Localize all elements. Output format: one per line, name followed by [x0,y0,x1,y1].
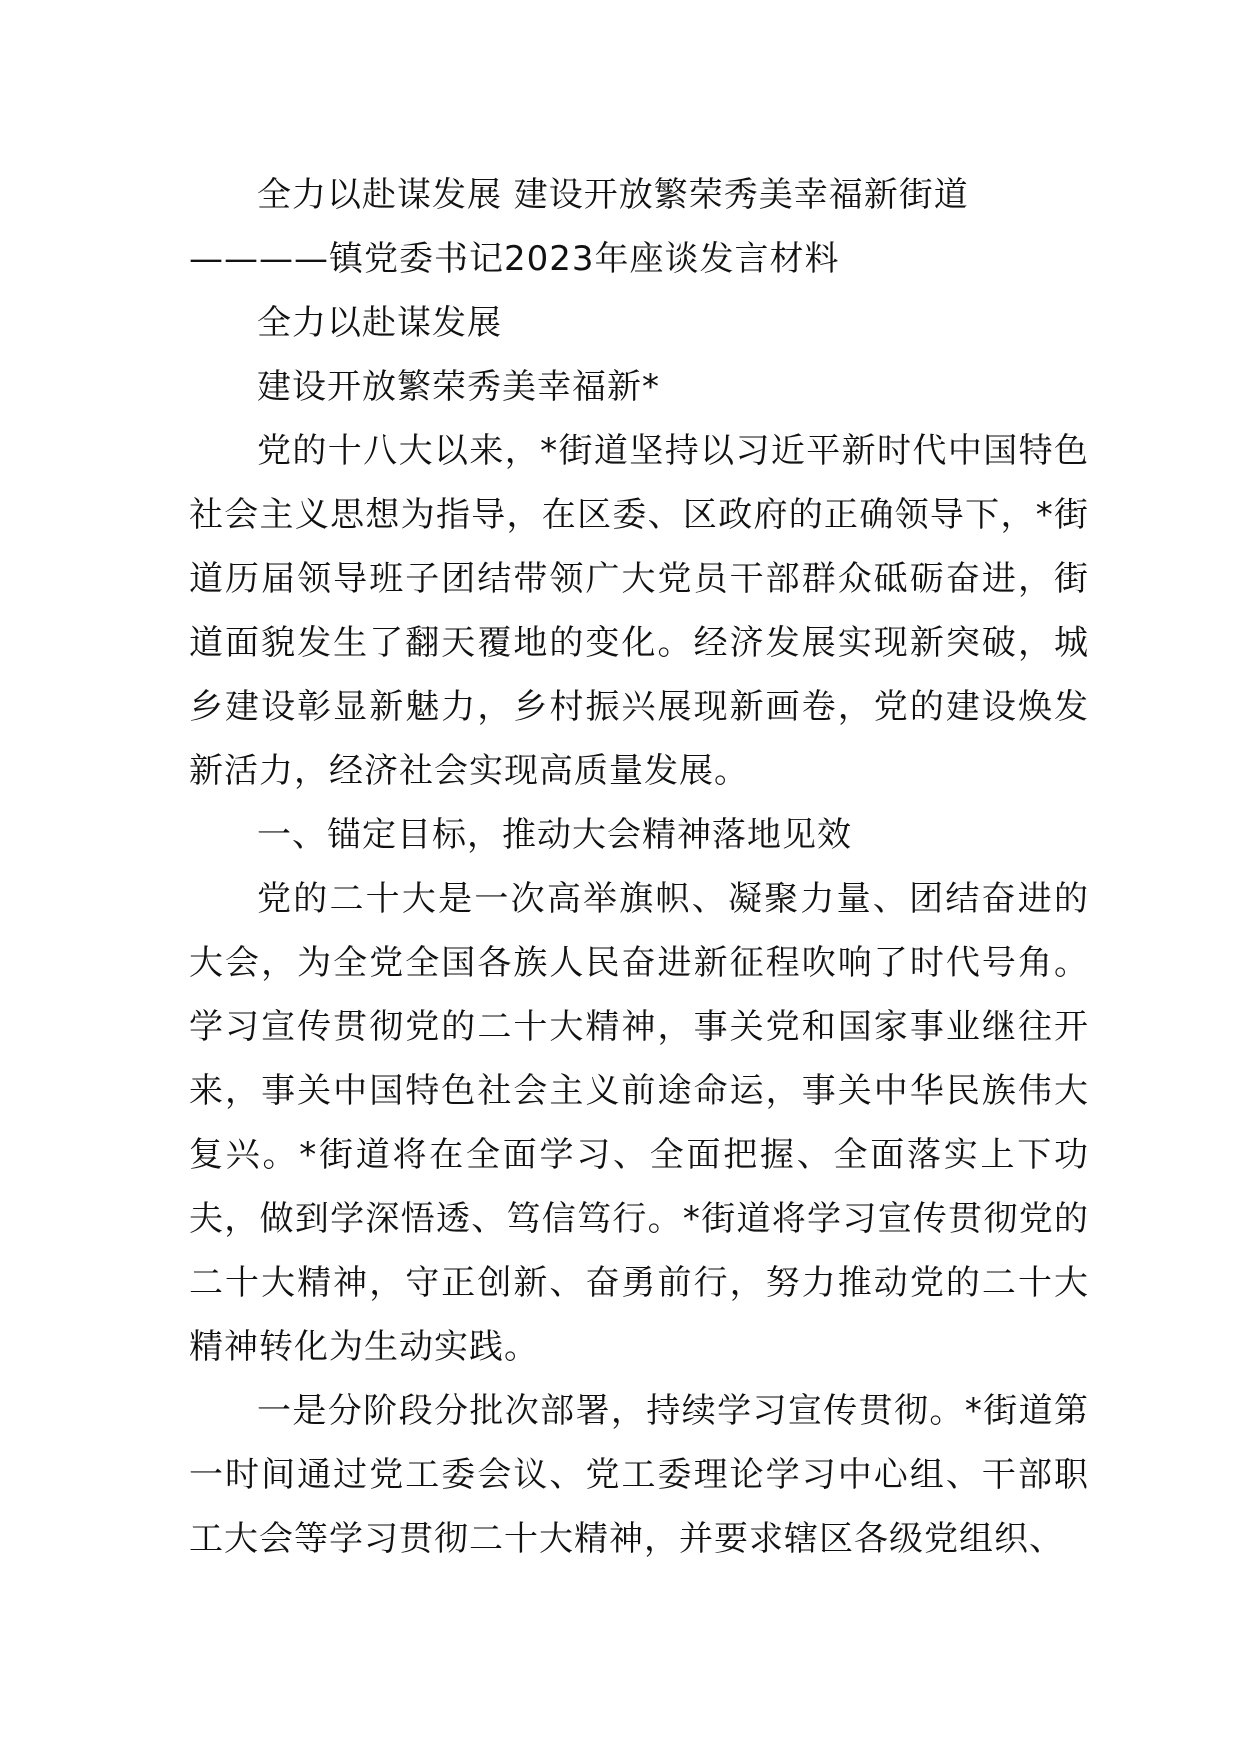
heading-line-1: 全力以赴谋发展 [257,303,502,343]
heading-line-2: 建设开放繁荣秀美幸福新* [257,367,660,407]
section-heading-1: 一、锚定目标，推动大会精神落地见效 [257,815,852,855]
paragraph-point-1: 一是分阶段分批次部署，持续学习宣传贯彻。*街道第一时间通过党工委会议、党工委理论学习中心组、干部职工大会等学习贯彻二十大精神，并要求辖区各级党组织、 [189,1391,1089,1559]
paragraph-section-1: 党的二十大是一次高举旗帜、凝聚力量、团结奋进的大会，为全党全国各族人民奋进新征程吹响了时代号角。学习宣传贯彻党的二十大精神，事关党和国家事业继往开来，事关中国特色社会主义前途命运，事关中华民族伟大复兴。*街道将在全面学习、全面把握、全面落实上下功夫，做到学深悟透、笃信笃行。*街道将学习宣传贯彻党的二十大精神，守正创新、奋勇前行，努力推动党的二十大精神转化为生动实践。 [189,879,1089,1367]
paragraph-intro: 党的十八大以来，*街道坚持以习近平新时代中国特色社会主义思想为指导，在区委、区政府的正确领导下，*街道历届领导班子团结带领广大党员干部群众砥砺奋进，街道面貌发生了翻天覆地的变化。经济发展实现新突破，城乡建设彰显新魅力，乡村振兴展现新画卷，党的建设焕发新活力，经济社会实现高质量发展。 [189,431,1089,791]
document-title: 全力以赴谋发展 建设开放繁荣秀美幸福新街道————镇党委书记2023年座谈发言材料 [189,175,969,279]
document-body [189,163,1089,1571]
